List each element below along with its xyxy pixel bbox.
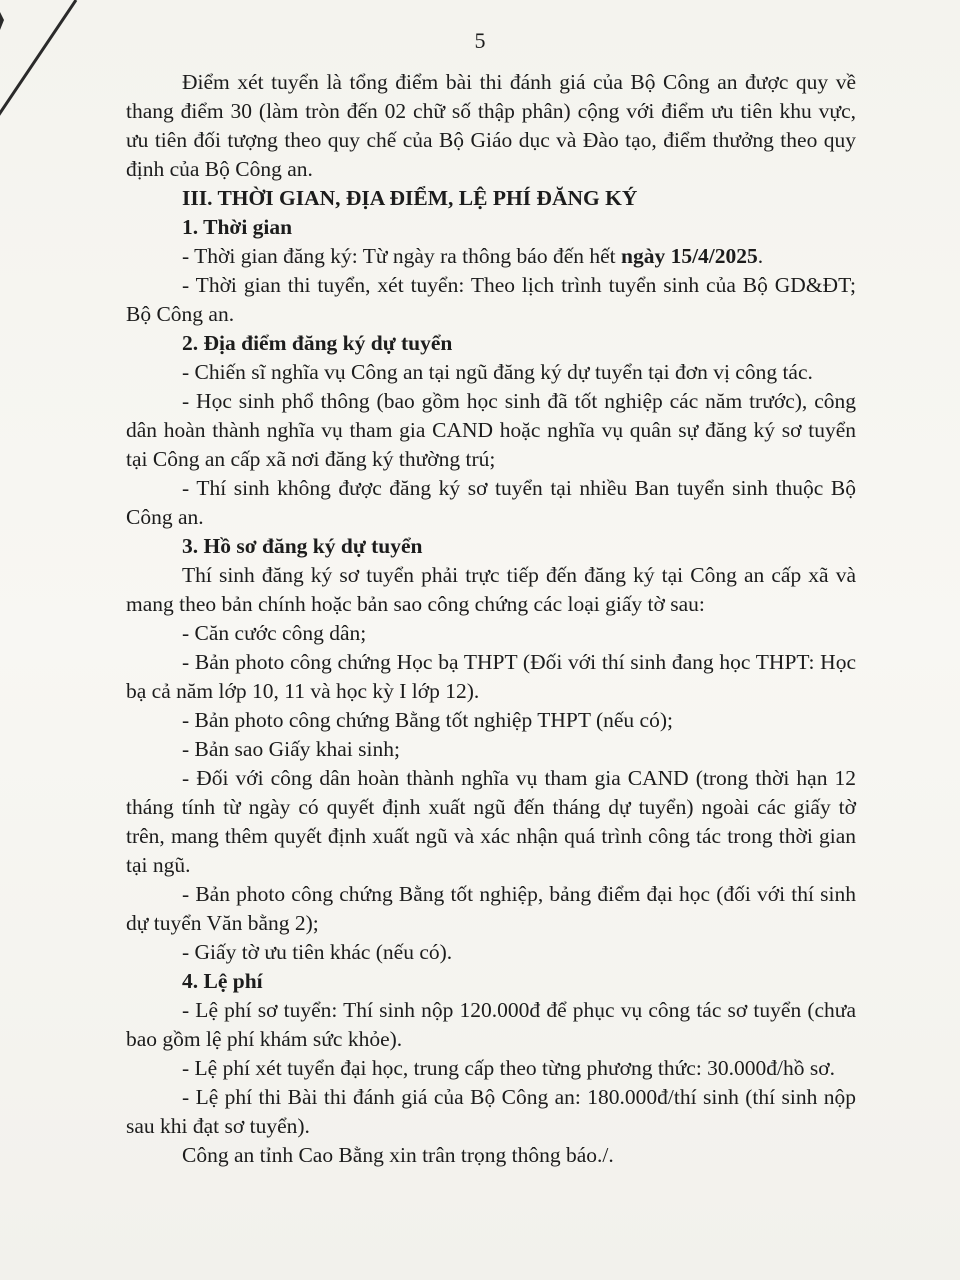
document-item: - Bản photo công chứng Bằng tốt nghiệp, bảng điểm đại học (đối với thí sinh dự tuyển Văn bằng 2); (126, 882, 856, 935)
registration-deadline: ngày 15/4/2025 (621, 244, 758, 268)
exam-time-item: - Thời gian thi tuyển, xét tuyển: Theo lịch trình tuyển sinh của Bộ GD&ĐT; Bộ Công an. (126, 273, 856, 326)
location-item: - Chiến sĩ nghĩa vụ Công an tại ngũ đăng ký dự tuyển tại đơn vị công tác. (182, 360, 813, 384)
intro-paragraph: Điểm xét tuyển là tổng điểm bài thi đánh giá của Bộ Công an được quy về thang điểm 30 (làm tròn đến 02 chữ số thập phân) cộng với điểm ưu tiên khu vực, ưu tiên đối tượng theo quy chế của Bộ Giáo dục và Đào tạo, điểm thưởng theo quy định của Bộ Công an. (126, 70, 856, 181)
page-number: 5 (474, 28, 486, 53)
section-3-title: III. THỜI GIAN, ĐỊA ĐIỂM, LỆ PHÍ ĐĂNG KÝ (182, 186, 638, 210)
fee-item: - Lệ phí sơ tuyển: Thí sinh nộp 120.000đ để phục vụ công tác sơ tuyển (chưa bao gồm lệ phí khám sức khỏe). (126, 998, 856, 1051)
document-item: - Bản photo công chứng Học bạ THPT (Đối với thí sinh đang học THPT: Học bạ cả năm lớp 10, 11 và học kỳ I lớp 12). (126, 650, 856, 703)
subsection-4-title: 4. Lệ phí (182, 969, 263, 993)
document-item: - Căn cước công dân; (182, 621, 367, 645)
closing-statement: Công an tỉnh Cao Bằng xin trân trọng thông báo./. (182, 1143, 614, 1167)
location-item: - Học sinh phổ thông (bao gồm học sinh đã tốt nghiệp các năm trước), công dân hoàn thành nghĩa vụ tham gia CAND hoặc nghĩa vụ quân sự đăng ký sơ tuyển tại Công an cấp xã nơi đăng ký thường trú; (126, 389, 856, 471)
subsection-1-title: 1. Thời gian (182, 215, 293, 239)
document-item: - Đối với công dân hoàn thành nghĩa vụ tham gia CAND (trong thời hạn 12 tháng tính từ ngày có quyết định xuất ngũ đến tháng dự tuyển) ngoài các giấy tờ trên, mang thêm quyết định xuất ngũ và xác nhận quá trình công tác trong thời gian tại ngũ. (126, 766, 856, 877)
registration-time-item: - Thời gian đăng ký: Từ ngày ra thông báo đến hết ngày 15/4/2025. (182, 244, 764, 268)
fee-item: - Lệ phí thi Bài thi đánh giá của Bộ Công an: 180.000đ/thí sinh (thí sinh nộp sau khi đạt sơ tuyển). (126, 1085, 856, 1138)
document-item: - Giấy tờ ưu tiên khác (nếu có). (182, 940, 453, 964)
documents-intro: Thí sinh đăng ký sơ tuyển phải trực tiếp đến đăng ký tại Công an cấp xã và mang theo bản chính hoặc bản sao công chứng các loại giấy tờ sau: (126, 563, 856, 616)
document-body (126, 68, 856, 1170)
fee-item: - Lệ phí xét tuyển đại học, trung cấp theo từng phương thức: 30.000đ/hồ sơ. (182, 1056, 836, 1080)
document-item: - Bản photo công chứng Bằng tốt nghiệp THPT (nếu có); (182, 708, 673, 732)
subsection-2-title: 2. Địa điểm đăng ký dự tuyển (182, 331, 453, 355)
location-item: - Thí sinh không được đăng ký sơ tuyển tại nhiều Ban tuyển sinh thuộc Bộ Công an. (126, 476, 856, 529)
document-item: - Bản sao Giấy khai sinh; (182, 737, 400, 761)
subsection-3-title: 3. Hồ sơ đăng ký dự tuyển (182, 534, 423, 558)
page-corner-mark (0, 0, 110, 140)
